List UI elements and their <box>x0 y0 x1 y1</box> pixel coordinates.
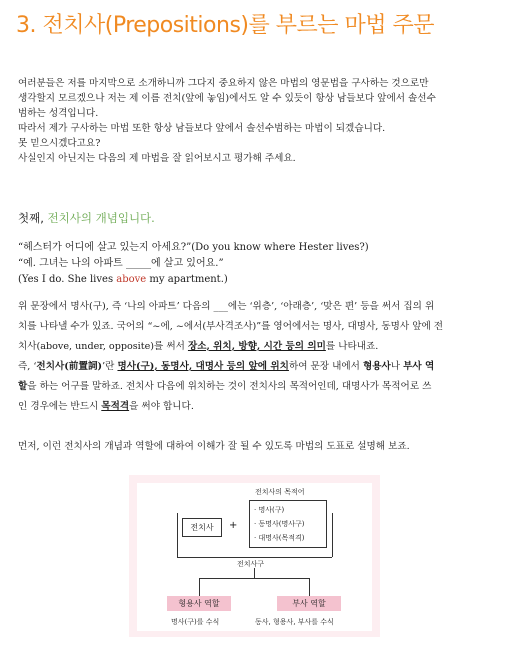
text-part: 을 하는 어구를 말하죠. 전치사 다음에 위치하는 것이 전치사의 목적어인데, 대명사가 목적어로 쓰 <box>27 381 432 392</box>
object-item: · 대명사(목적격) <box>254 534 305 542</box>
object-box <box>249 500 327 548</box>
intro-line: 못 믿으시겠다고요? <box>18 138 101 149</box>
explanation-line: 치를 나타낼 수가 있죠. 국어의 “~에, ~에서(부사격조사)”를 영어에서는 명사, 대명사, 동명사 앞에 전 <box>18 321 444 332</box>
text-part: 를 나타내죠. <box>325 341 379 352</box>
explanation-line <box>18 397 443 417</box>
text-part: 치사(above, under, opposite)를 써서 <box>18 341 188 352</box>
bracket-left <box>177 513 178 557</box>
explanation-line <box>18 357 443 377</box>
text-part: ’란 <box>102 361 118 372</box>
object-label: 전치사의 목적어 <box>255 488 305 496</box>
underlined-objective: 목적격 <box>101 401 130 412</box>
diagram-panel <box>137 483 372 631</box>
subheading-accent: 전치사의 개념입니다. <box>47 211 155 225</box>
preposition-diagram <box>129 475 380 637</box>
dialogue-block <box>18 240 369 288</box>
intro-line: 따라서 제가 구사하는 마법 또한 항상 남들보다 앞에서 솔선수범하는 마법이 되겠습니다. <box>18 123 386 134</box>
bracket-bottom <box>177 557 332 558</box>
bold-adverb: 부사 역 <box>403 361 435 372</box>
section-subheading <box>18 210 155 226</box>
dialogue-question: “헤스터가 어디에 살고 있는지 아세요?”(Do you know where Hester lives?) <box>18 242 369 253</box>
bold-term: 전치사(前置詞) <box>36 361 103 372</box>
object-item: · 동명사(명사구) <box>254 520 305 528</box>
page-title: 3. 전치사(Prepositions)를 부르는 마법 주문 <box>16 13 434 38</box>
intro-line: 범하는 성격입니다. <box>18 108 99 119</box>
intro-line: 여러분들은 저를 마지막으로 소개하니까 그다지 중요하지 않은 마법의 영문법을 구사하는 것으로만 <box>18 78 429 89</box>
dialogue-answer: “예. 그녀는 나의 아파트 _____에 살고 있어요.” <box>18 258 224 269</box>
highlight-above: above <box>116 274 147 285</box>
explanation-line: 위 문장에서 명사(구), 즉 ‘나의 아파트’ 다음의 ___에는 ‘위층’, ‘아래층’, ‘맞은 편’ 등을 써서 집의 위 <box>18 301 435 312</box>
text-part: 즉, ‘ <box>18 361 37 372</box>
bold-adjective: 형용사 <box>362 361 391 372</box>
text-part: 인 경우에는 반드시 <box>18 401 102 412</box>
translation-part: my apartment.) <box>146 274 228 285</box>
closing-sentence: 먼저, 이런 전치사의 개념과 역할에 대하여 이해가 잘 될 수 있도록 마법의 도표로 설명해 보죠. <box>18 441 410 452</box>
intro-line: 사실인지 아닌지는 다음의 제 마법을 잘 읽어보시고 평가해 주세요. <box>18 153 296 164</box>
explanation-paragraph <box>18 297 443 417</box>
subheading-prefix: 첫째, <box>18 211 48 225</box>
object-item: · 명사(구) <box>254 506 285 514</box>
text-part: 하여 문장 내에서 <box>288 361 363 372</box>
dialogue-translation <box>18 272 369 288</box>
text-part: 을 써야 합니다. <box>129 401 194 412</box>
phrase-label: 전치사구 <box>237 560 265 568</box>
adverb-role-box: 부사 역할 <box>277 596 341 611</box>
adjective-role-box: 형용사 역할 <box>167 596 231 611</box>
text-part: 나 <box>390 361 404 372</box>
underlined-position: 명사(구), 동명사, 대명사 등의 앞에 위치 <box>117 361 289 372</box>
explanation-line <box>18 377 443 397</box>
translation-part: (Yes I do. She lives <box>18 274 117 285</box>
adverb-role-desc: 동사, 형용사, 부사를 수식 <box>255 618 334 626</box>
underlined-meaning: 장소, 위치, 방향, 시간 등의 의미 <box>187 341 326 352</box>
adjective-role-desc: 명사(구)를 수식 <box>171 618 220 626</box>
connector-horizontal <box>199 578 310 579</box>
arrow-left-stem <box>199 578 200 596</box>
plus-sign: + <box>229 520 238 531</box>
intro-line: 생각할지 모르겠으나 저는 제 이름 전치(앞에 놓임)에서도 알 수 있듯이 항상 남들보다 앞에서 솔선수 <box>18 93 436 104</box>
intro-paragraph <box>18 76 436 166</box>
preposition-box: 전치사 <box>182 518 222 537</box>
bracket-right <box>332 513 333 557</box>
connector-vertical <box>254 568 255 578</box>
explanation-line <box>18 337 443 357</box>
arrow-right-stem <box>309 578 310 596</box>
bold-adverb-end: 할 <box>18 381 28 392</box>
